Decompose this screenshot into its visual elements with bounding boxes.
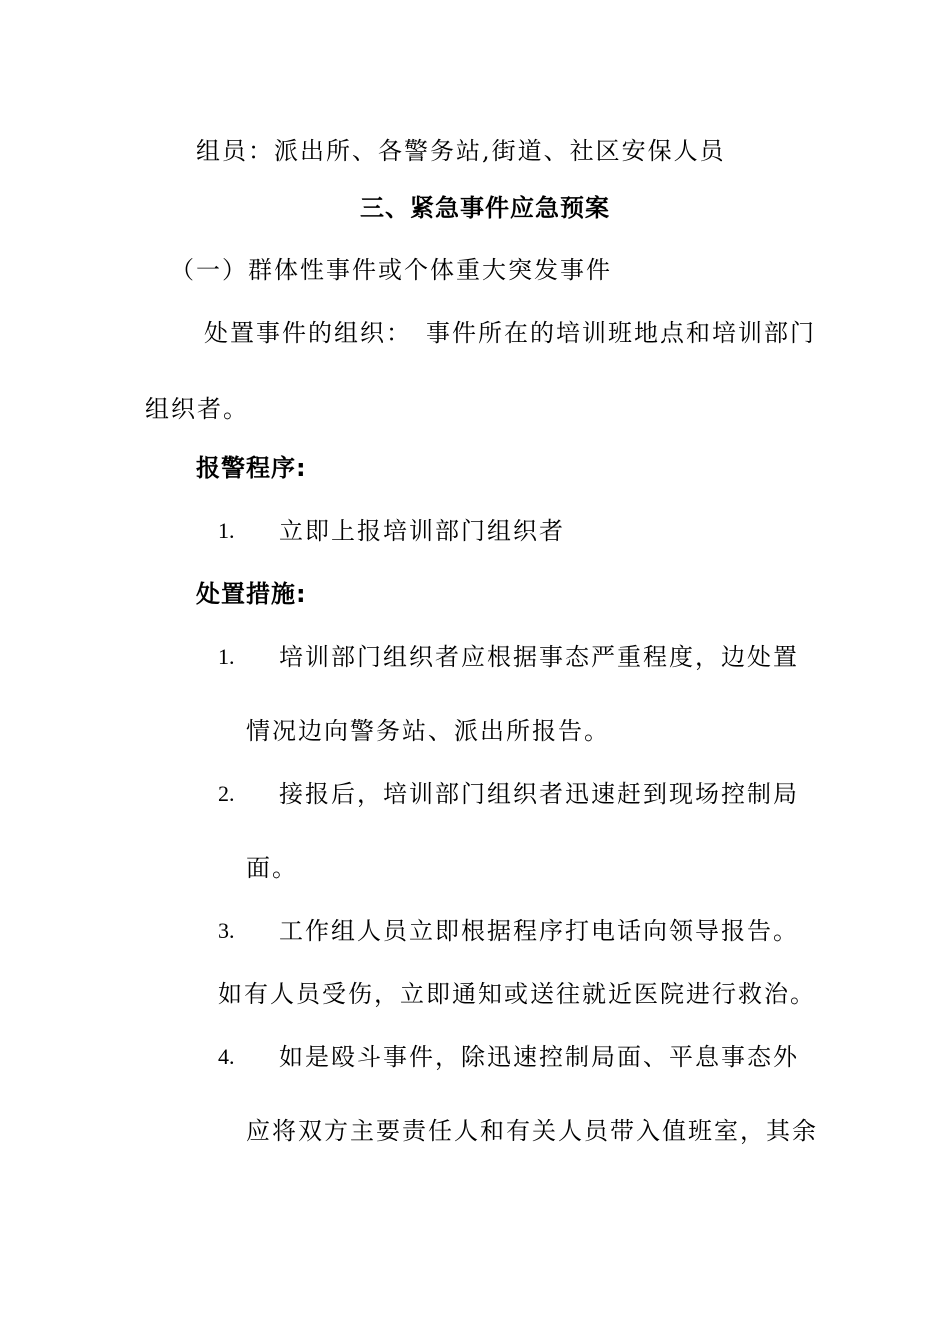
measure-3-line-1: 工作组人员立即根据程序打电话向领导报告。 [279,917,799,945]
measure-1-line-1: 培训部门组织者应根据事态严重程度，边处置 [279,643,799,671]
alarm-item-1-number: 1. [218,518,235,543]
organization-line-2: 组织者。 [145,395,249,423]
members-line: 组员：派出所、各警务站,街道、社区安保人员 [196,137,726,165]
measure-2-number: 2. [218,781,235,806]
measure-2-line-1: 接报后，培训部门组织者迅速赶到现场控制局 [279,780,799,808]
measure-1-number: 1. [218,644,235,669]
measure-4-line-1: 如是殴斗事件，除迅速控制局面、平息事态外 [279,1043,799,1071]
alarm-item-1-text: 立即上报培训部门组织者 [279,517,565,545]
measure-3-number: 3. [218,918,235,943]
alarm-procedure-heading: 报警程序: [196,454,307,482]
section-title: 三、紧急事件应急预案 [360,194,610,222]
measure-3-line-2: 如有人员受伤，立即通知或送往就近医院进行救治。 [218,980,816,1008]
measure-4-number: 4. [218,1044,235,1069]
measure-1-line-2: 情况边向警务站、派出所报告。 [246,717,610,745]
subsection-title: （一）群体性事件或个体重大突发事件 [170,256,612,284]
organization-line-1: 处置事件的组织： 事件所在的培训班地点和培训部门 [204,319,816,347]
measures-heading: 处置措施: [196,580,307,608]
measure-4-line-2: 应将双方主要责任人和有关人员带入值班室，其余 [246,1117,818,1145]
measure-2-line-2: 面。 [246,854,298,882]
